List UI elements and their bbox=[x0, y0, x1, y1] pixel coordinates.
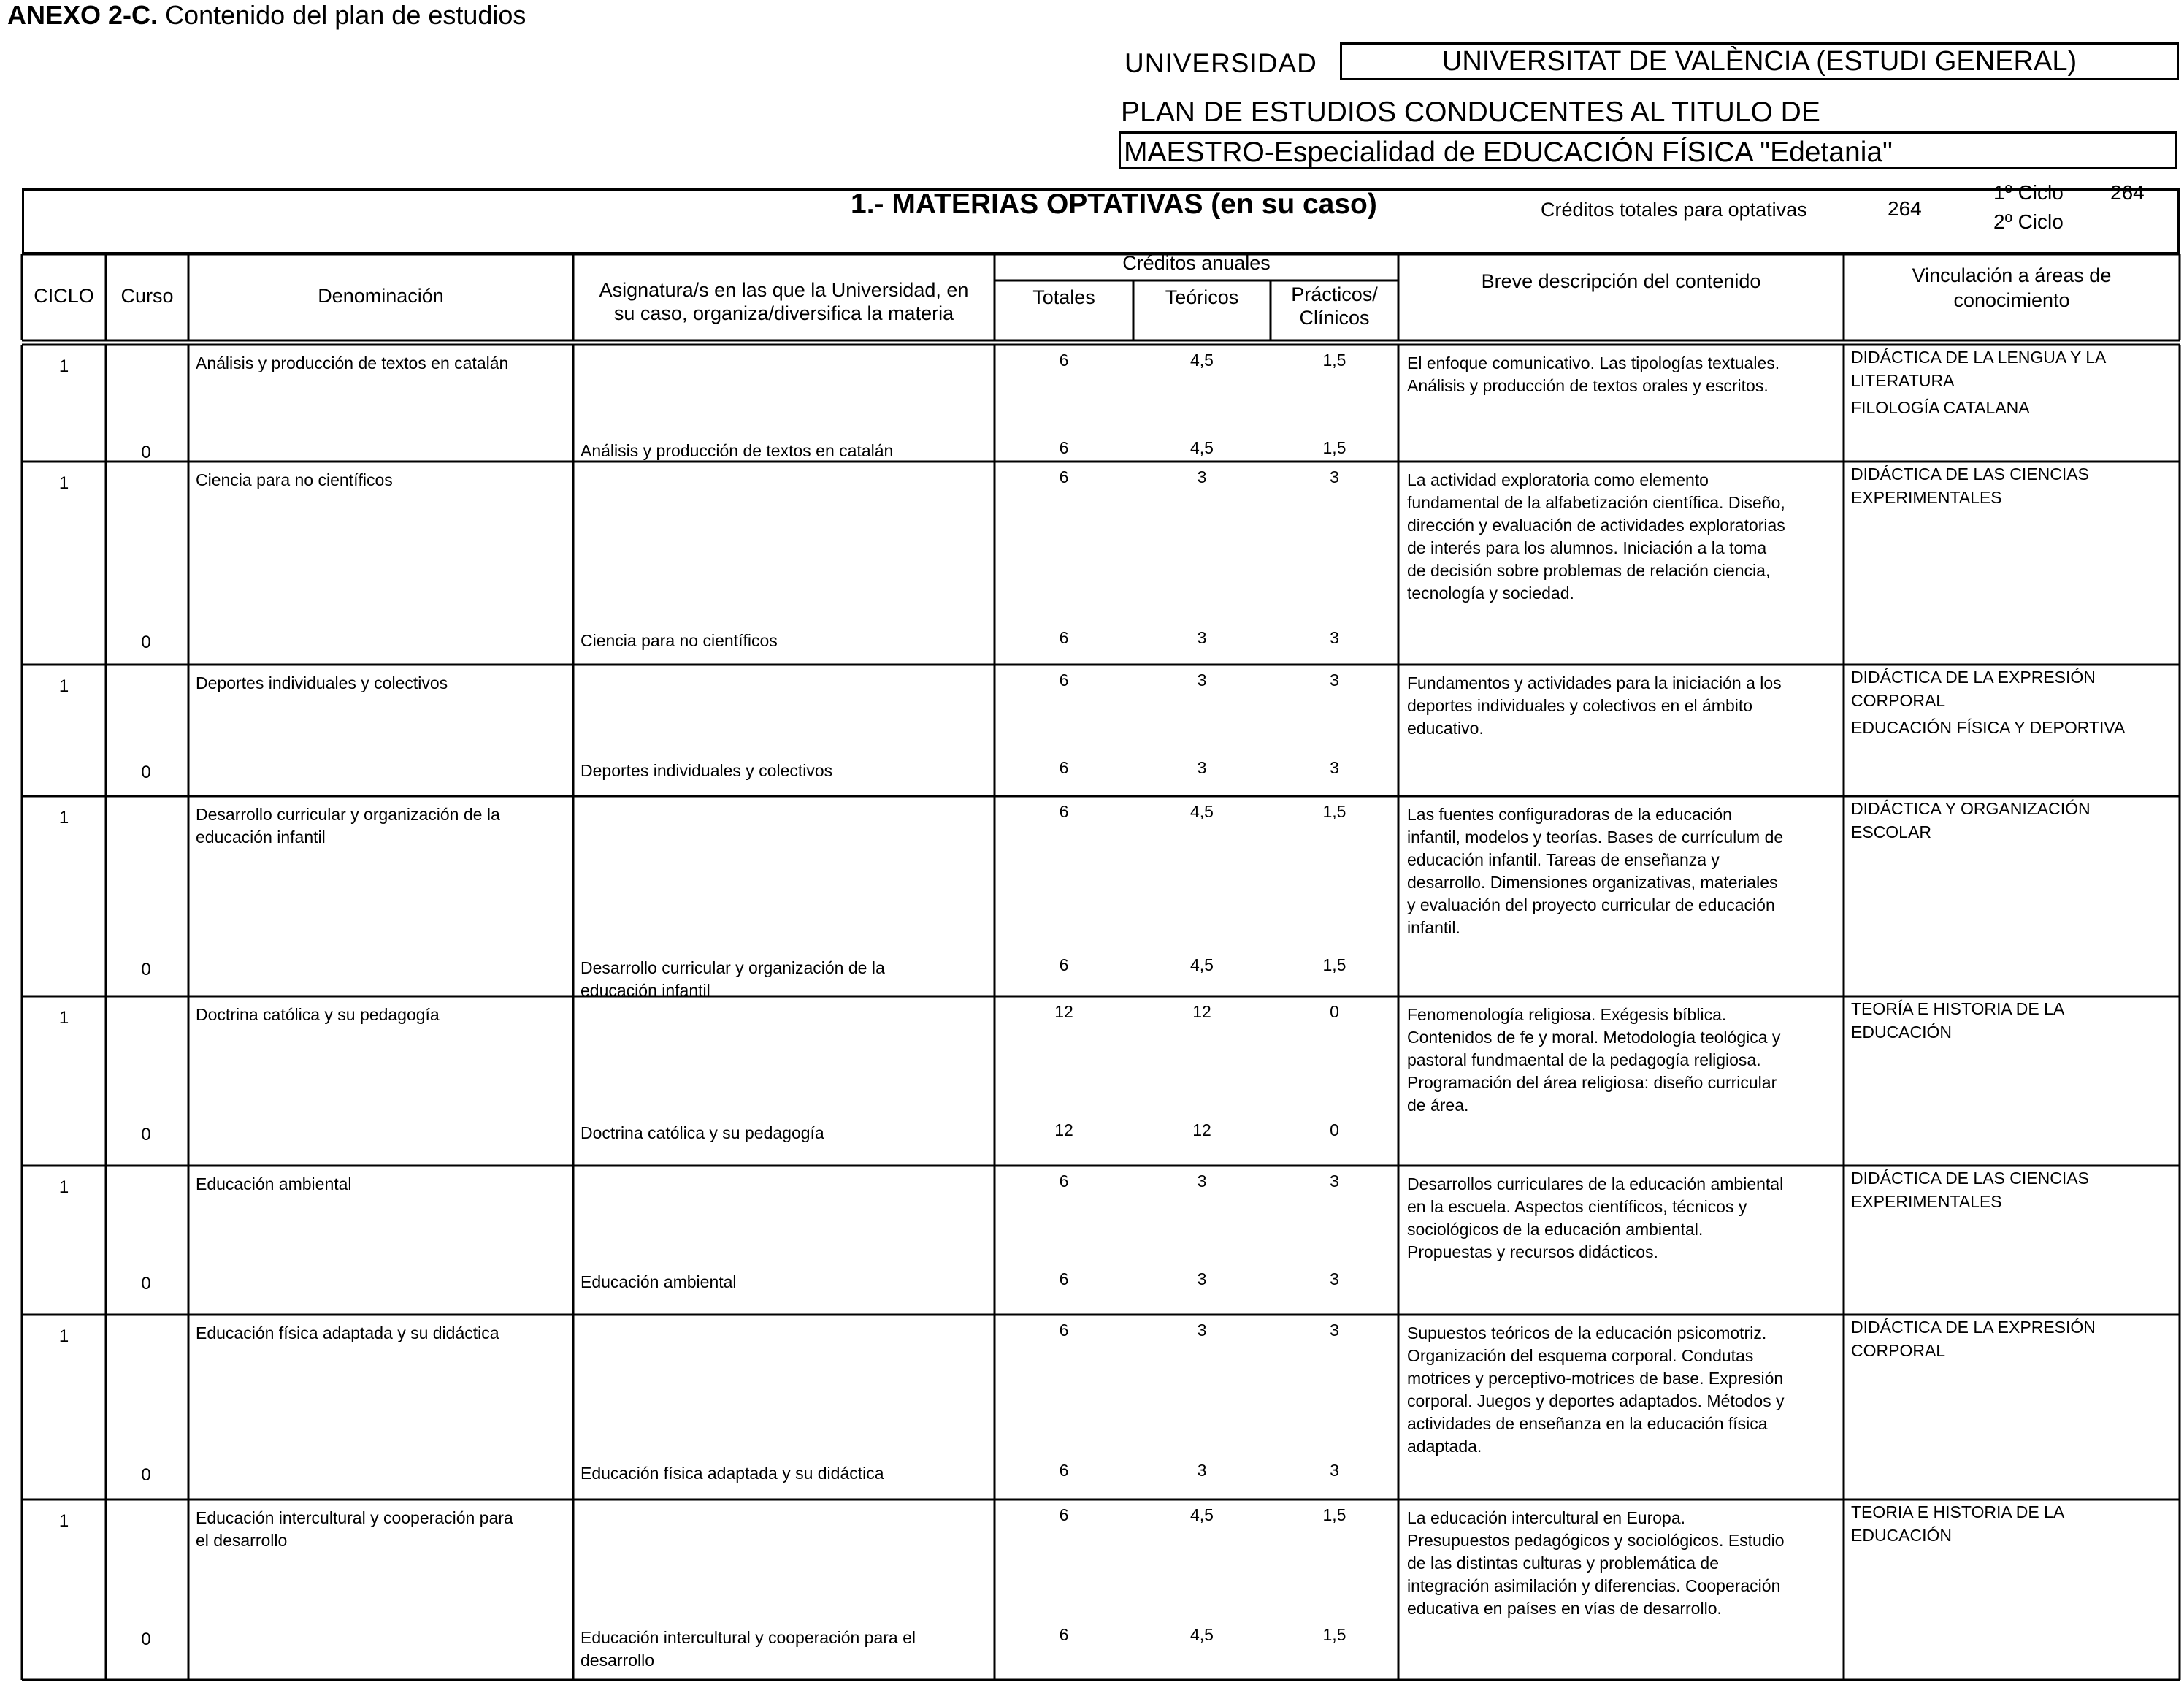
row-asignatura: Ciencia para no científicos bbox=[581, 631, 778, 650]
col-ciclo: CICLO bbox=[34, 285, 94, 307]
row-practicos: 3 bbox=[1330, 467, 1339, 486]
col-creditos-anuales: Créditos anuales bbox=[1122, 252, 1271, 274]
row-area: TEORÍA E HISTORIA DE LA bbox=[1851, 999, 2065, 1018]
row-practicos-asignatura: 0 bbox=[1330, 1120, 1339, 1139]
plan-label: PLAN DE ESTUDIOS CONDUCENTES AL TITULO DE bbox=[1121, 96, 1820, 128]
row-teoricos: 4,5 bbox=[1190, 802, 1214, 821]
row-totales: 6 bbox=[1059, 1505, 1069, 1524]
col-totales: Totales bbox=[1032, 286, 1095, 308]
row-area: EXPERIMENTALES bbox=[1851, 488, 2002, 507]
row-curso: 0 bbox=[141, 763, 151, 782]
creditos-optativas-value: 264 bbox=[1888, 197, 1922, 220]
row-totales-asignatura: 6 bbox=[1059, 955, 1069, 974]
row-area: DIDÁCTICA DE LA EXPRESIÓN bbox=[1851, 1318, 2096, 1337]
row-descripcion: El enfoque comunicativo. Las tipologías textuales. bbox=[1407, 354, 1780, 372]
row-teoricos-asignatura: 4,5 bbox=[1190, 1625, 1214, 1644]
row-practicos: 1,5 bbox=[1322, 351, 1346, 370]
row-descripcion: de decisión sobre problemas de relación ciencia, bbox=[1407, 561, 1771, 580]
row-teoricos-asignatura: 3 bbox=[1197, 628, 1207, 647]
row-practicos: 1,5 bbox=[1322, 802, 1346, 821]
row-descripcion: La educación intercultural en Europa. bbox=[1407, 1508, 1686, 1527]
row-ciclo: 1 bbox=[58, 1008, 69, 1028]
row-asignatura: desarrollo bbox=[581, 1651, 654, 1670]
row-descripcion: dirección y evaluación de actividades exploratorias bbox=[1407, 516, 1785, 535]
row-area: CORPORAL bbox=[1851, 1341, 1946, 1360]
row-descripcion: infantil. bbox=[1407, 918, 1460, 937]
row-practicos: 3 bbox=[1330, 1172, 1339, 1191]
row-totales-asignatura: 6 bbox=[1059, 438, 1069, 457]
row-totales: 6 bbox=[1059, 467, 1069, 486]
row-totales: 6 bbox=[1059, 351, 1069, 370]
col-breve: Breve descripción del contenido bbox=[1481, 270, 1761, 292]
row-totales: 12 bbox=[1054, 1002, 1073, 1021]
row-teoricos-asignatura: 3 bbox=[1197, 758, 1207, 777]
row-area: ESCOLAR bbox=[1851, 822, 1931, 841]
row-teoricos-asignatura: 12 bbox=[1192, 1120, 1211, 1139]
row-descripcion: educación infantil. Tareas de enseñanza y bbox=[1407, 850, 1720, 869]
col-denominacion: Denominación bbox=[318, 285, 444, 307]
row-descripcion: Las fuentes configuradoras de la educación bbox=[1407, 805, 1732, 824]
row-curso: 0 bbox=[141, 1465, 151, 1485]
row-totales: 6 bbox=[1059, 1172, 1069, 1191]
universidad-label: UNIVERSIDAD bbox=[1124, 48, 1317, 78]
row-asignatura: Educación intercultural y cooperación para el bbox=[581, 1628, 916, 1647]
row-teoricos: 4,5 bbox=[1190, 1505, 1214, 1524]
row-denominacion: Doctrina católica y su pedagogía bbox=[196, 1005, 440, 1024]
row-teoricos-asignatura: 3 bbox=[1197, 1461, 1207, 1480]
row-descripcion: Desarrollos curriculares de la educación ambiental bbox=[1407, 1174, 1784, 1193]
row-practicos: 3 bbox=[1330, 1321, 1339, 1340]
row-totales-asignatura: 6 bbox=[1059, 1269, 1069, 1288]
ciclo2-label: 2º Ciclo bbox=[1993, 210, 2064, 233]
row-denominacion: Deportes individuales y colectivos bbox=[196, 673, 448, 692]
row-ciclo: 1 bbox=[58, 676, 69, 696]
row-area: DIDÁCTICA Y ORGANIZACIÓN bbox=[1851, 799, 2091, 818]
row-descripcion: Fundamentos y actividades para la iniciación a los bbox=[1407, 673, 1782, 692]
row-teoricos: 3 bbox=[1197, 1172, 1207, 1191]
row-practicos: 0 bbox=[1330, 1002, 1339, 1021]
row-descripcion: adaptada. bbox=[1407, 1437, 1482, 1456]
row-denominacion: educación infantil bbox=[196, 828, 326, 847]
row-teoricos: 4,5 bbox=[1190, 351, 1214, 370]
row-denominacion: Educación física adaptada y su didáctica bbox=[196, 1323, 499, 1342]
universidad-value: UNIVERSITAT DE VALÈNCIA (ESTUDI GENERAL) bbox=[1340, 42, 2179, 80]
row-descripcion: La actividad exploratoria como elemento bbox=[1407, 470, 1709, 489]
row-area: DIDÁCTICA DE LAS CIENCIAS bbox=[1851, 1169, 2089, 1188]
row-descripcion: deportes individuales y colectivos en el ámbito bbox=[1407, 696, 1753, 715]
ciclo1-value: 264 bbox=[2110, 181, 2145, 204]
row-ciclo: 1 bbox=[58, 356, 69, 376]
row-curso: 0 bbox=[141, 443, 151, 462]
row-denominacion: Educación intercultural y cooperación para bbox=[196, 1508, 513, 1527]
row-totales-asignatura: 6 bbox=[1059, 1625, 1069, 1644]
row-descripcion: tecnología y sociedad. bbox=[1407, 584, 1574, 603]
row-descripcion: pastoral fundmaental de la pedagogía religiosa. bbox=[1407, 1050, 1761, 1069]
row-area: TEORIA E HISTORIA DE LA bbox=[1851, 1502, 2065, 1521]
row-area: EXPERIMENTALES bbox=[1851, 1192, 2002, 1211]
row-denominacion: Análisis y producción de textos en catalán bbox=[196, 354, 509, 372]
annex-number: ANEXO 2-C. bbox=[7, 0, 158, 30]
row-descripcion: educativa en países en vías de desarrollo. bbox=[1407, 1599, 1722, 1618]
row-descripcion: de interés para los alumnos. Iniciación a la toma bbox=[1407, 538, 1767, 557]
col-practicos-line2: Clínicos bbox=[1299, 307, 1370, 329]
row-asignatura: Doctrina católica y su pedagogía bbox=[581, 1123, 824, 1142]
col-asignatura-line1: Asignatura/s en las que la Universidad, en bbox=[599, 279, 969, 301]
row-totales: 6 bbox=[1059, 802, 1069, 821]
row-asignatura: Educación física adaptada y su didáctica bbox=[581, 1464, 884, 1483]
row-asignatura: educación infantil bbox=[581, 981, 710, 1000]
row-descripcion: corporal. Juegos y deportes adaptados. Métodos y bbox=[1407, 1391, 1785, 1410]
row-practicos-asignatura: 1,5 bbox=[1322, 438, 1346, 457]
row-area: DIDÁCTICA DE LA LENGUA Y LA bbox=[1851, 348, 2107, 367]
row-totales-asignatura: 6 bbox=[1059, 628, 1069, 647]
row-curso: 0 bbox=[141, 1274, 151, 1294]
row-ciclo: 1 bbox=[58, 1326, 69, 1346]
row-asignatura: Análisis y producción de textos en catalán bbox=[581, 441, 894, 460]
col-vinculacion-line1: Vinculación a áreas de bbox=[1912, 264, 2112, 286]
row-teoricos-asignatura: 4,5 bbox=[1190, 438, 1214, 457]
row-descripcion: educativo. bbox=[1407, 719, 1484, 738]
row-area: CORPORAL bbox=[1851, 691, 1946, 710]
row-denominacion: Desarrollo curricular y organización de la bbox=[196, 805, 500, 824]
row-teoricos: 3 bbox=[1197, 670, 1207, 689]
row-descripcion: de área. bbox=[1407, 1096, 1469, 1115]
row-descripcion: Contenidos de fe y moral. Metodología teológica y bbox=[1407, 1028, 1781, 1047]
row-descripcion: infantil, modelos y teorías. Bases de currículum de bbox=[1407, 828, 1784, 847]
row-ciclo: 1 bbox=[58, 1511, 69, 1531]
row-practicos: 1,5 bbox=[1322, 1505, 1346, 1524]
row-area: DIDÁCTICA DE LAS CIENCIAS bbox=[1851, 465, 2089, 484]
row-descripcion: Propuestas y recursos didácticos. bbox=[1407, 1242, 1658, 1261]
row-practicos: 3 bbox=[1330, 670, 1339, 689]
row-area: LITERATURA bbox=[1851, 371, 1955, 390]
row-totales: 6 bbox=[1059, 670, 1069, 689]
row-totales-asignatura: 12 bbox=[1054, 1120, 1073, 1139]
row-descripcion: Programación del área religiosa: diseño curricular bbox=[1407, 1073, 1777, 1092]
row-ciclo: 1 bbox=[58, 473, 69, 493]
row-descripcion: integración asimilación y diferencias. Cooperación bbox=[1407, 1576, 1781, 1595]
annex-title: Contenido del plan de estudios bbox=[165, 0, 526, 30]
creditos-optativas-label: Créditos totales para optativas bbox=[1541, 199, 1807, 221]
row-asignatura: Desarrollo curricular y organización de la bbox=[581, 958, 885, 977]
row-practicos-asignatura: 1,5 bbox=[1322, 955, 1346, 974]
row-curso: 0 bbox=[141, 960, 151, 979]
row-descripcion: Fenomenología religiosa. Exégesis bíblica. bbox=[1407, 1005, 1727, 1024]
row-descripcion: desarrollo. Dimensiones organizativas, materiales bbox=[1407, 873, 1778, 892]
row-ciclo: 1 bbox=[58, 808, 69, 828]
row-totales-asignatura: 6 bbox=[1059, 1461, 1069, 1480]
row-descripcion: Presupuestos pedagógicos y sociológicos. Estudio bbox=[1407, 1531, 1785, 1550]
row-descripcion: Análisis y producción de textos orales y escritos. bbox=[1407, 376, 1769, 395]
row-descripcion: sociológicos de la educación ambiental. bbox=[1407, 1220, 1704, 1239]
row-asignatura: Educación ambiental bbox=[581, 1272, 737, 1291]
row-area: EDUCACIÓN bbox=[1851, 1526, 1953, 1545]
row-descripcion: Organización del esquema corporal. Condutas bbox=[1407, 1346, 1754, 1365]
row-curso: 0 bbox=[141, 1629, 151, 1649]
row-teoricos-asignatura: 4,5 bbox=[1190, 955, 1214, 974]
row-descripcion: fundamental de la alfabetización científica. Diseño, bbox=[1407, 493, 1785, 512]
row-practicos-asignatura: 3 bbox=[1330, 628, 1339, 647]
row-descripcion: actividades de enseñanza en la educación física bbox=[1407, 1414, 1768, 1433]
row-practicos-asignatura: 1,5 bbox=[1322, 1625, 1346, 1644]
row-teoricos: 3 bbox=[1197, 1321, 1207, 1340]
row-teoricos: 3 bbox=[1197, 467, 1207, 486]
row-area: DIDÁCTICA DE LA EXPRESIÓN bbox=[1851, 668, 2096, 687]
row-teoricos: 12 bbox=[1192, 1002, 1211, 1021]
row-ciclo: 1 bbox=[58, 1177, 69, 1197]
row-curso: 0 bbox=[141, 1125, 151, 1145]
row-descripcion: Supuestos teóricos de la educación psicomotriz. bbox=[1407, 1323, 1767, 1342]
row-descripcion: y evaluación del proyecto curricular de educación bbox=[1407, 895, 1775, 914]
col-vinculacion-line2: conocimiento bbox=[1953, 289, 2070, 311]
row-totales: 6 bbox=[1059, 1321, 1069, 1340]
row-descripcion: motrices y perceptivo-motrices de base. Expresión bbox=[1407, 1369, 1784, 1388]
row-asignatura: Deportes individuales y colectivos bbox=[581, 761, 833, 780]
row-denominacion: el desarrollo bbox=[196, 1531, 288, 1550]
row-descripcion: en la escuela. Aspectos científicos, técnicos y bbox=[1407, 1197, 1747, 1216]
row-denominacion: Educación ambiental bbox=[196, 1174, 352, 1193]
row-area: EDUCACIÓN FÍSICA Y DEPORTIVA bbox=[1851, 718, 2126, 737]
col-practicos-line1: Prácticos/ bbox=[1291, 283, 1378, 305]
row-area: EDUCACIÓN bbox=[1851, 1023, 1953, 1042]
row-totales-asignatura: 6 bbox=[1059, 758, 1069, 777]
row-teoricos-asignatura: 3 bbox=[1197, 1269, 1207, 1288]
col-teoricos: Teóricos bbox=[1165, 286, 1239, 308]
titulo-value: MAESTRO-Especialidad de EDUCACIÓN FÍSICA "Edetania" bbox=[1119, 131, 2177, 169]
row-practicos-asignatura: 3 bbox=[1330, 1269, 1339, 1288]
col-asignatura-line2: su caso, organiza/diversifica la materia bbox=[613, 302, 954, 324]
ciclo1-label: 1º Ciclo bbox=[1993, 181, 2064, 204]
row-area: FILOLOGÍA CATALANA bbox=[1851, 398, 2030, 417]
section-title: 1.- MATERIAS OPTATIVAS (en su caso) bbox=[851, 188, 1377, 220]
row-denominacion: Ciencia para no científicos bbox=[196, 470, 393, 489]
col-curso: Curso bbox=[120, 285, 174, 307]
row-descripcion: de las distintas culturas y problemática de bbox=[1407, 1554, 1719, 1573]
row-practicos-asignatura: 3 bbox=[1330, 758, 1339, 777]
row-curso: 0 bbox=[141, 633, 151, 652]
row-practicos-asignatura: 3 bbox=[1330, 1461, 1339, 1480]
